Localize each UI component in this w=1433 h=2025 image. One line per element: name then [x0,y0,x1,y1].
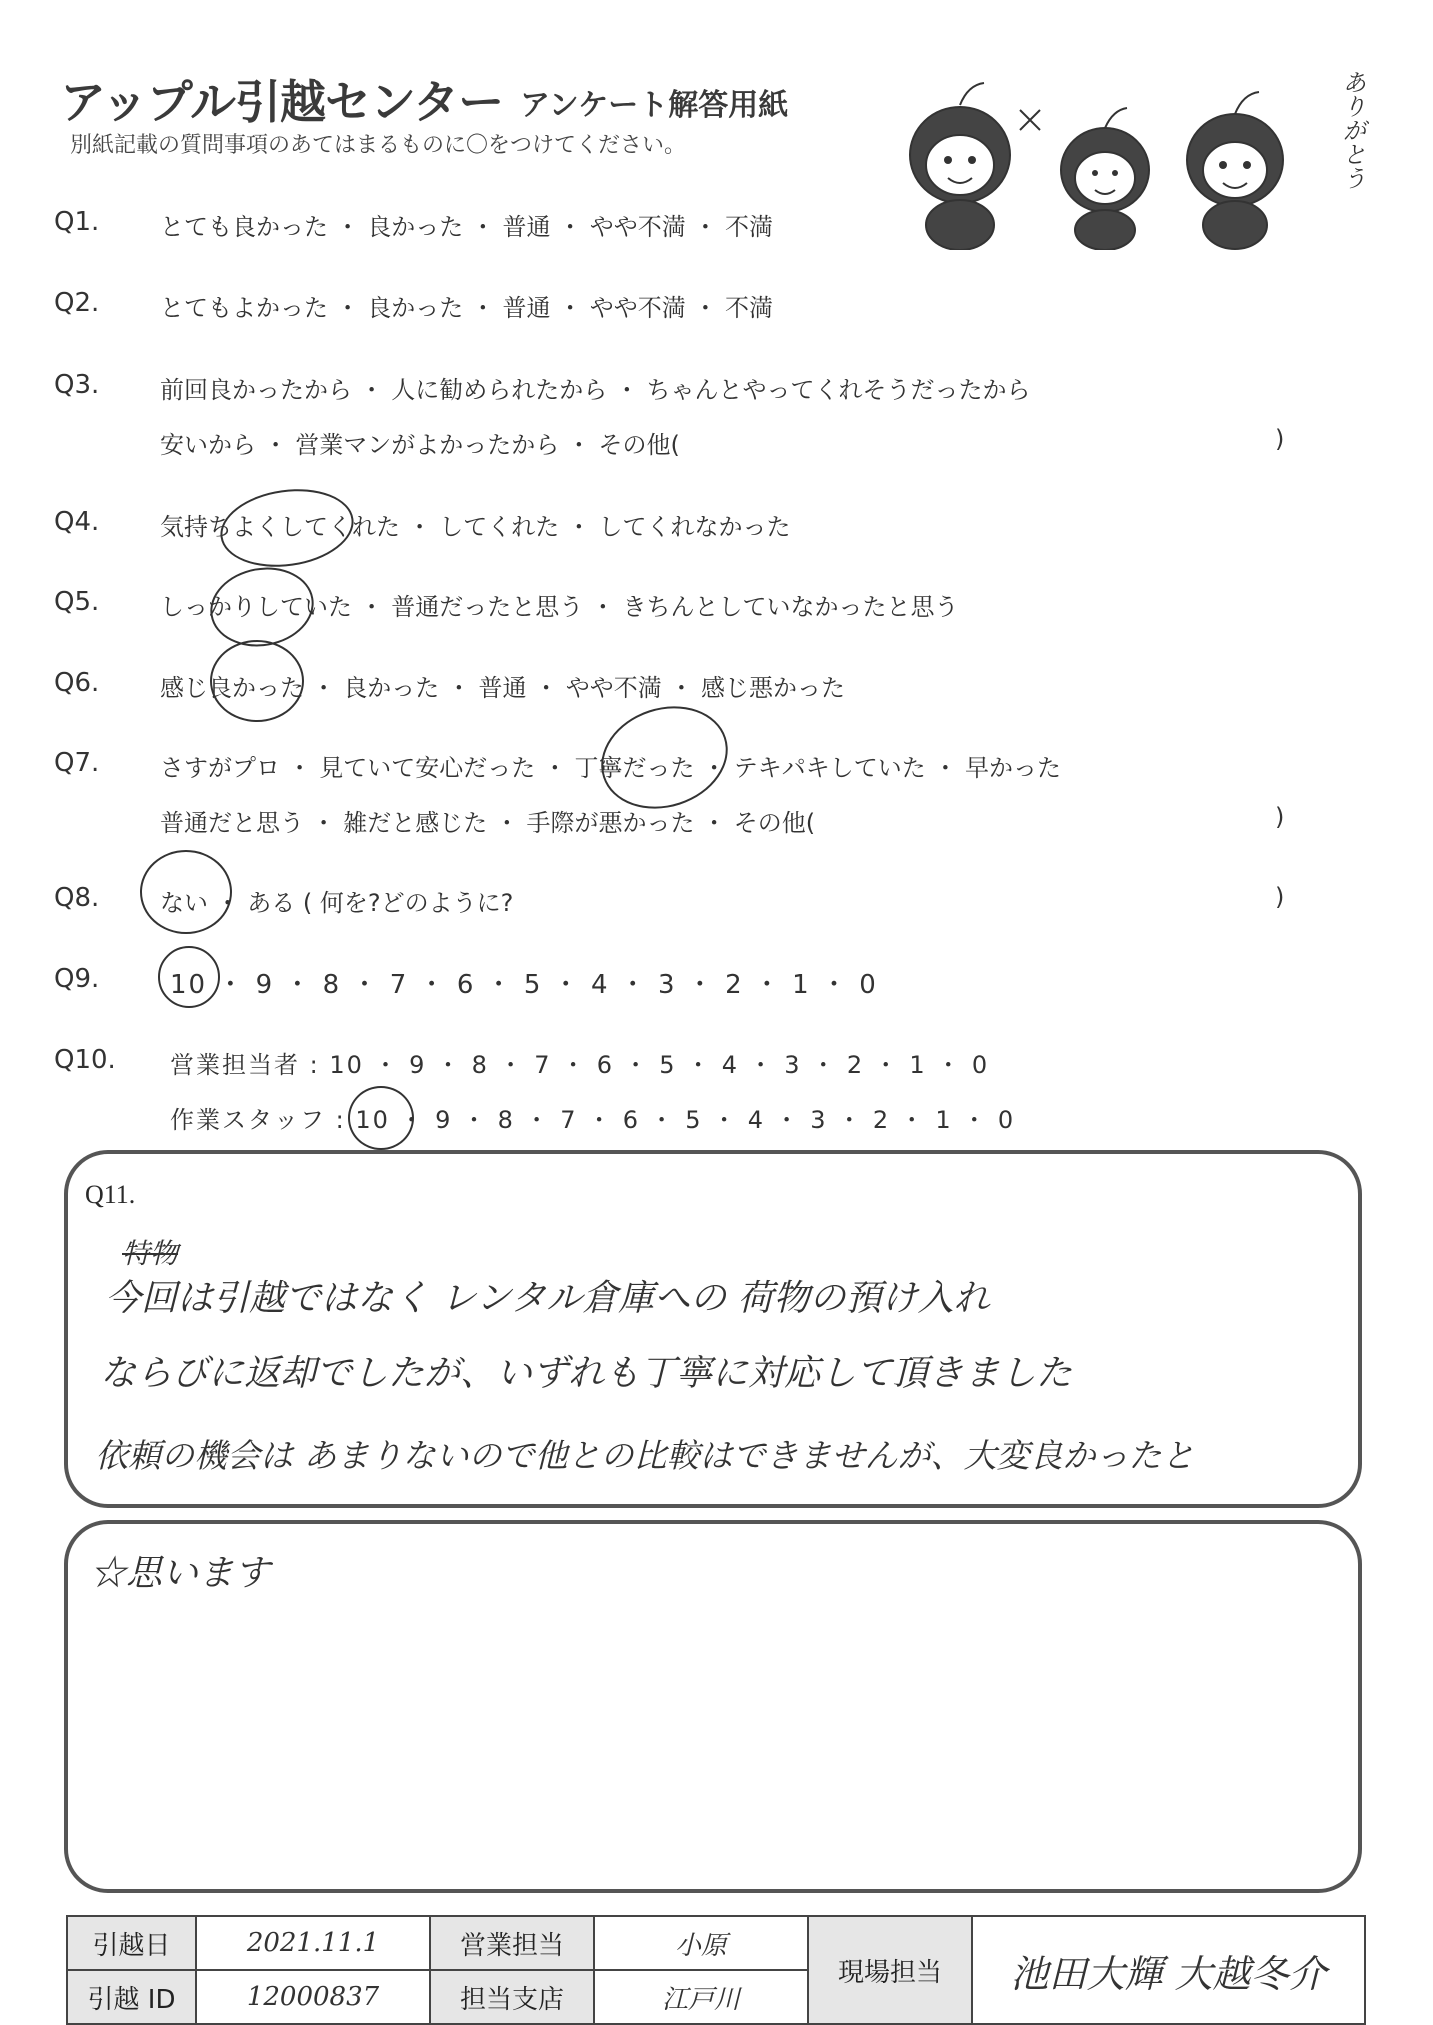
q4-options: 気持ちよくしてくれた ・ してくれた ・ してくれなかった [160,513,791,541]
monkey-mascot-icon [890,60,1350,250]
q8-options: ない ・ ある ( 何を?どのように? [160,889,514,917]
q3-label: Q3. [54,370,100,400]
q6-label: Q6. [54,668,100,698]
sales-person-label: 営業担当 [430,1916,594,1970]
form-subtitle: アンケート解答用紙 [520,88,789,123]
q11-handwriting-line3: 依頼の機会は あまりないので他との比較はできませんが、大変良かったと [95,1436,1195,1475]
branch-label: 担当支店 [430,1970,594,2024]
site-staff-value: 池田大輝 大越冬介 [972,1916,1365,2024]
q3-options-line1: 前回良かったから ・ 人に勧められたから ・ ちゃんとやってくれそうだったから [160,376,1031,404]
q1-options: とても良かった ・ 良かった ・ 普通 ・ やや不満 ・ 不満 [160,213,774,241]
branch-value: 江戸川 [594,1970,808,2024]
q7-options-line1: さすがプロ ・ 見ていて安心だった ・ 丁寧だった ・ テキパキしていた ・ 早かった [160,754,1062,782]
q4-label: Q4. [54,507,100,537]
q3-close-paren: ) [1275,425,1285,453]
q5-options: しっかりしていた ・ 普通だったと思う ・ きちんとしていなかったと思う [160,593,959,621]
q7-close-paren: ) [1275,803,1285,831]
q10-staff-scale: 作業スタッフ : 10 ・ 9 ・ 8 ・ 7 ・ 6 ・ 5 ・ 4 ・ 3 ・ 2 ・ 1 ・ 0 [170,1106,1016,1134]
q8-label: Q8. [54,883,100,913]
thanks-text: ありがとう [1338,70,1366,190]
moving-date-label: 引越日 [67,1916,196,1970]
moving-date-value: 2021.11.1 [196,1916,430,1970]
q2-label: Q2. [54,288,100,318]
q5-label: Q5. [54,587,100,617]
q9-scale: 10 ・ 9 ・ 8 ・ 7 ・ 6 ・ 5 ・ 4 ・ 3 ・ 2 ・ 1 ・ 0 [170,970,878,1000]
q9-label: Q9. [54,964,100,994]
q7-options-line2: 普通だと思う ・ 雑だと感じた ・ 手際が悪かった ・ その他( [160,809,816,837]
site-staff-label: 現場担当 [808,1916,972,2024]
comment-handwriting: ☆思います [90,1553,271,1594]
footer-info-table [66,1915,1366,2025]
q6-options: 感じ良かった ・ 良かった ・ 普通 ・ やや不満 ・ 感じ悪かった [160,674,846,702]
sales-person-value: 小原 [594,1916,808,1970]
q8-close-paren: ) [1275,883,1285,911]
q11-label: Q11. [85,1180,136,1209]
q11-handwriting-line2: ならびに返却でしたが、いずれも丁寧に対応して頂きました [100,1353,1073,1394]
q11-struck-text: 特物 [122,1237,179,1270]
q10-label: Q10. [54,1045,116,1075]
answer-circle [348,1086,414,1150]
q3-options-line2: 安いから ・ 営業マンがよかったから ・ その他( [160,431,680,459]
answer-circle [210,640,304,722]
answer-circle [140,850,232,934]
answer-circle [215,481,358,575]
company-title: アップル引越センター [60,75,504,129]
q7-label: Q7. [54,748,100,778]
q11-handwriting-line1: 今回は引越ではなく レンタル倉庫への 荷物の預け入れ [105,1278,990,1319]
q1-label: Q1. [54,207,100,237]
instruction-text: 別紙記載の質問事項のあてはまるものに〇をつけてください。 [70,133,687,158]
q10-sales-scale: 営業担当者 : 10 ・ 9 ・ 8 ・ 7 ・ 6 ・ 5 ・ 4 ・ 3 ・ 2 ・ 1 ・ 0 [170,1051,990,1079]
moving-id-value: 12000837 [196,1970,430,2024]
q2-options: とてもよかった ・ 良かった ・ 普通 ・ やや不満 ・ 不満 [160,294,774,322]
answer-circle [158,946,220,1008]
moving-id-label: 引越 ID [67,1970,196,2024]
